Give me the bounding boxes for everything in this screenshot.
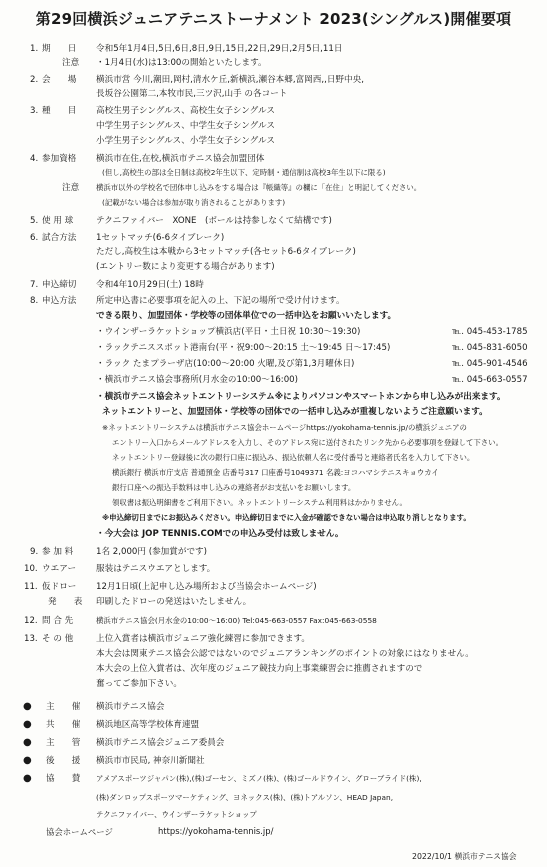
bullet-icon: ●: [23, 701, 32, 712]
org-row: [0, 754, 547, 768]
section-fee: [0, 545, 547, 559]
shop-row: [0, 357, 547, 371]
org-row: [0, 736, 547, 750]
section-events: [0, 104, 547, 118]
net-note: [0, 436, 547, 450]
section-label: 申込締切: [42, 280, 77, 290]
shop-tel: ℡. 045-831-6050: [452, 343, 528, 353]
page-title: 第29回横浜ジュニアテニストーナメント 2023(シングルス)開催要項: [35, 10, 512, 28]
section-number: 5.: [30, 216, 39, 226]
section-other: [0, 632, 547, 646]
section-dates: [0, 42, 547, 56]
net-entry-line-2: [0, 405, 547, 419]
event-line-2: [0, 119, 547, 133]
section-value: 横浜市テニス協会(月水金の10:00〜16:00) Tel:045-663-0557 Fax:045-663-0558: [96, 616, 377, 625]
section-label: 種 目: [42, 106, 77, 116]
shop-name: ・ウインザーラケットショップ横浜店(平日・土日祝 10:30〜19:30): [96, 327, 361, 337]
net-entry-line: [0, 390, 547, 404]
venue-line: 長坂谷公園第二,本牧市民,三ツ沢,山手 の各コート: [96, 89, 288, 99]
note-text: 横浜市以外の学校名で団体申し込みをする場合は『帳織等』の欄に「在住」と明記してください。: [96, 183, 422, 192]
section-label: 問 合 先: [42, 616, 74, 626]
net-note: [0, 421, 547, 435]
net-note: [0, 451, 547, 465]
draw-line: 12月1日頃(上記申し込み場所および当協会ホームページ): [96, 582, 317, 592]
org-label: 後 援: [46, 756, 81, 766]
homepage-url[interactable]: https://yokohama-tennis.jp/: [158, 826, 274, 836]
bullet-icon: ●: [23, 737, 32, 748]
section-number: 7.: [30, 280, 39, 290]
section-deadline: [0, 278, 547, 292]
section-label: 発 表: [48, 597, 83, 607]
venue-line-2: [0, 87, 547, 101]
net-note: [0, 466, 547, 480]
date-organization: 2022/10/1 横浜市テニス協会: [412, 852, 517, 861]
section-wear: [0, 562, 547, 576]
event-line-3: [0, 134, 547, 148]
other-line: 本大会の上位入賞者は、次年度のジュニア競技力向上事業練習会に推薦されますので: [96, 664, 423, 674]
net-note: [0, 511, 547, 525]
event-line: 小学生男子シングルス、小学生女子シングルス: [96, 136, 275, 146]
section-eligibility: [0, 152, 547, 166]
net-note: [0, 496, 547, 510]
org-label: 共 催: [46, 720, 81, 730]
sponsor-line-2: [0, 791, 547, 805]
note-label: 注意: [62, 183, 80, 193]
org-label: 主 催: [46, 702, 81, 712]
net-note-text: ※申込締切日までにお振込みください。申込締切日までに入金が確認できない場合は申込取り消しとなります。: [102, 513, 471, 522]
section-number: 11.: [24, 582, 38, 592]
section-number: 4.: [30, 154, 39, 164]
section-label: そ の 他: [42, 634, 74, 644]
section-number: 9.: [30, 547, 39, 557]
section-label: 会 場: [42, 75, 77, 85]
section-label: 仮ドロー: [42, 582, 77, 592]
org-row: [0, 772, 547, 786]
section-label: 申込方法: [42, 296, 77, 306]
shop-tel: ℡. 045-901-4546: [452, 359, 528, 369]
sponsor-text: テクニファイバー、ウインザーラケットショップ: [96, 810, 257, 819]
section-value: 1名 2,000円 (参加賞がです): [96, 547, 207, 557]
other-line: 奮ってご参加下さい。: [96, 679, 182, 689]
shop-name: ・横浜市テニス協会事務所(月水金の10:00〜16:00): [96, 375, 298, 385]
net-entry-text: ネットエントリーと、加盟団体・学校等の団体での一括申し込みが重複しないようご注意願います。: [102, 407, 488, 417]
section-number: 1.: [30, 44, 39, 54]
section-match-format: [0, 231, 547, 245]
eligibility-note-2: [0, 196, 547, 210]
net-note-text: ※ネットエントリーシステムは横浜市テニス協会ホームページhttps://yokohama-tennis.jp/の横浜ジュニアの: [102, 423, 467, 432]
venue-line: 横浜市営 今川,潮田,岡村,清水ケ丘,新横浜,瀬谷本郷,富岡西,,日野中央,: [96, 75, 364, 85]
org-value: アメアスポーツジャパン(株),(株)ゴーセン、ミズノ(株)、(株)ゴールドウイン、グローブライド(株),: [96, 774, 422, 783]
section-value: テクニファイバー XONE (ボールは持参しなくて結構です): [96, 216, 332, 226]
other-line-3: [0, 662, 547, 676]
section-label: 参 加 料: [42, 547, 74, 557]
section-application: [0, 294, 547, 308]
other-line: 本大会は関東テニス協会公認ではないのでジュニアランキングのポイントの対象にはなりません。: [96, 649, 474, 659]
shop-name: ・ラック たまプラーザ店(10:00〜20:00 火曜,及び第1,3月曜休日): [96, 359, 355, 369]
note-text: (記載がない場合は参加が取り消されることがあります): [102, 198, 286, 207]
net-note-text: 銀行口座への振込手数料は申し込みの連絡者がお支払いをお願いします。: [112, 483, 356, 492]
event-line: 中学生男子シングルス、中学生女子シングルス: [96, 121, 275, 131]
section-number: 12.: [24, 616, 38, 626]
section-label: ウエアー: [42, 564, 77, 574]
section-draw: [0, 580, 547, 594]
net-note: [0, 481, 547, 495]
org-label: 協 賛: [46, 774, 81, 784]
eligibility-note: [0, 181, 547, 195]
section-ball: [0, 214, 547, 228]
section-contact: [0, 614, 547, 628]
net-note-text: エントリー入口からメールアドレスを入力し、そのアドレス宛に送付されたリンク先から必要事項を登録して下さい。: [112, 438, 503, 447]
org-value: 横浜市市民局, 神奈川新聞社: [96, 756, 205, 766]
section-value: 令和5年1月4日,5日,6日,8日,9日,15日,22日,29日,2月5日,11日: [96, 44, 343, 54]
bullet-icon: ●: [23, 773, 32, 784]
section-value: 服装はテニスウエアとします。: [96, 564, 216, 574]
note-text: ・1月4日(水)は13:00の開始といたします。: [96, 58, 267, 68]
section-number: 10.: [24, 564, 38, 574]
other-line-2: [0, 647, 547, 661]
org-value: 横浜市テニス協会: [96, 702, 165, 712]
dates-note: [0, 56, 547, 70]
jop-note: [0, 527, 547, 541]
homepage-label: 協会ホームページ: [46, 827, 113, 837]
section-number: 13.: [24, 634, 38, 644]
org-row: [0, 700, 547, 714]
net-note-text: ネットエントリー登録後に次の銀行口座に振込み、振込依頼人名に受付番号と連絡者氏名を入力して下さい。: [112, 453, 475, 462]
application-line: 所定申込書に必要事項を記入の上、下記の場所で受け付けます。: [96, 296, 345, 306]
section-number: 2.: [30, 75, 39, 85]
format-line-2: [0, 245, 547, 259]
section-label: 参加資格: [42, 154, 77, 164]
section-venue: [0, 73, 547, 87]
section-label: 期 日: [42, 44, 77, 54]
shop-tel: ℡. 045-453-1785: [452, 327, 528, 337]
org-value: 横浜市テニス協会ジュニア委員会: [96, 738, 225, 748]
format-line: (エントリー数により変更する場合があります): [96, 262, 275, 272]
net-entry-text: ・横浜市テニス協会ネットエントリーシステム※によりパソコンやスマートホンから申し込みが出来ます。: [96, 392, 506, 402]
shop-name: ・ラックテニススポット港南台(平・祝9:00〜20:15 土〜19:45 日〜17:45): [96, 343, 391, 353]
event-line: 高校生男子シングルス、高校生女子シングルス: [96, 106, 275, 116]
other-line: 上位入賞者は横浜市ジュニア強化練習に参加できます。: [96, 634, 310, 644]
section-label: 使 用 球: [42, 216, 74, 226]
eligibility-line: 横浜市在住,在校,横浜市テニス協会加盟団体: [96, 154, 265, 164]
sponsor-line-3: [0, 808, 547, 822]
eligibility-line-2: [0, 166, 547, 180]
section-draw-2: [0, 595, 547, 609]
section-number: 6.: [30, 233, 39, 243]
format-line: ただし,高校生は本戦から3セットマッチ(各セット6-6タイブレーク): [96, 247, 356, 257]
jop-note-text: ・今大会は JOP TENNIS.COMでの申込み受付は致しません。: [96, 529, 344, 539]
other-line-4: [0, 677, 547, 691]
eligibility-line: (但し,高校生の部は全日制は高校2年生以下、定時制・通信制は高校3年生以下に限る): [102, 168, 386, 177]
shop-tel: ℡. 045-663-0557: [452, 375, 528, 385]
application-line-2: [0, 309, 547, 323]
section-number: 3.: [30, 106, 39, 116]
org-label: 主 管: [46, 738, 81, 748]
note-label: 注意: [62, 58, 80, 68]
section-value: 令和4年10月29日(土) 18時: [96, 280, 204, 290]
net-note-text: 横浜銀行 横浜市庁支店 普通預金 店番号317 口座番号1049371 名義:ヨコハマシテニスキョウカイ: [112, 468, 439, 477]
format-line: 1セットマッチ(6-6タイブレーク): [96, 233, 225, 243]
section-label: 試合方法: [42, 233, 77, 243]
org-row: [0, 718, 547, 732]
shop-row: [0, 341, 547, 355]
shop-row: [0, 373, 547, 387]
net-note-text: 領収書は振込明細書をご利用下さい。ネットエントリーシステム利用料はかかりません。: [112, 498, 407, 507]
shop-row: [0, 325, 547, 339]
bullet-icon: ●: [23, 719, 32, 730]
sponsor-text: (株)ダンロップスポーツマーケティング、ヨネックス(株)、(株)トアルソン、HEAD Japan,: [96, 793, 394, 802]
bullet-icon: ●: [23, 755, 32, 766]
application-line: できる限り、加盟団体・学校等の団体単位での一括申込をお願いいたします。: [96, 311, 397, 321]
format-line-3: [0, 260, 547, 274]
draw-line: 印刷したドローの発送はいたしません。: [96, 597, 252, 607]
section-number: 8.: [30, 296, 39, 306]
org-value: 横浜地区高等学校体育連盟: [96, 720, 200, 730]
